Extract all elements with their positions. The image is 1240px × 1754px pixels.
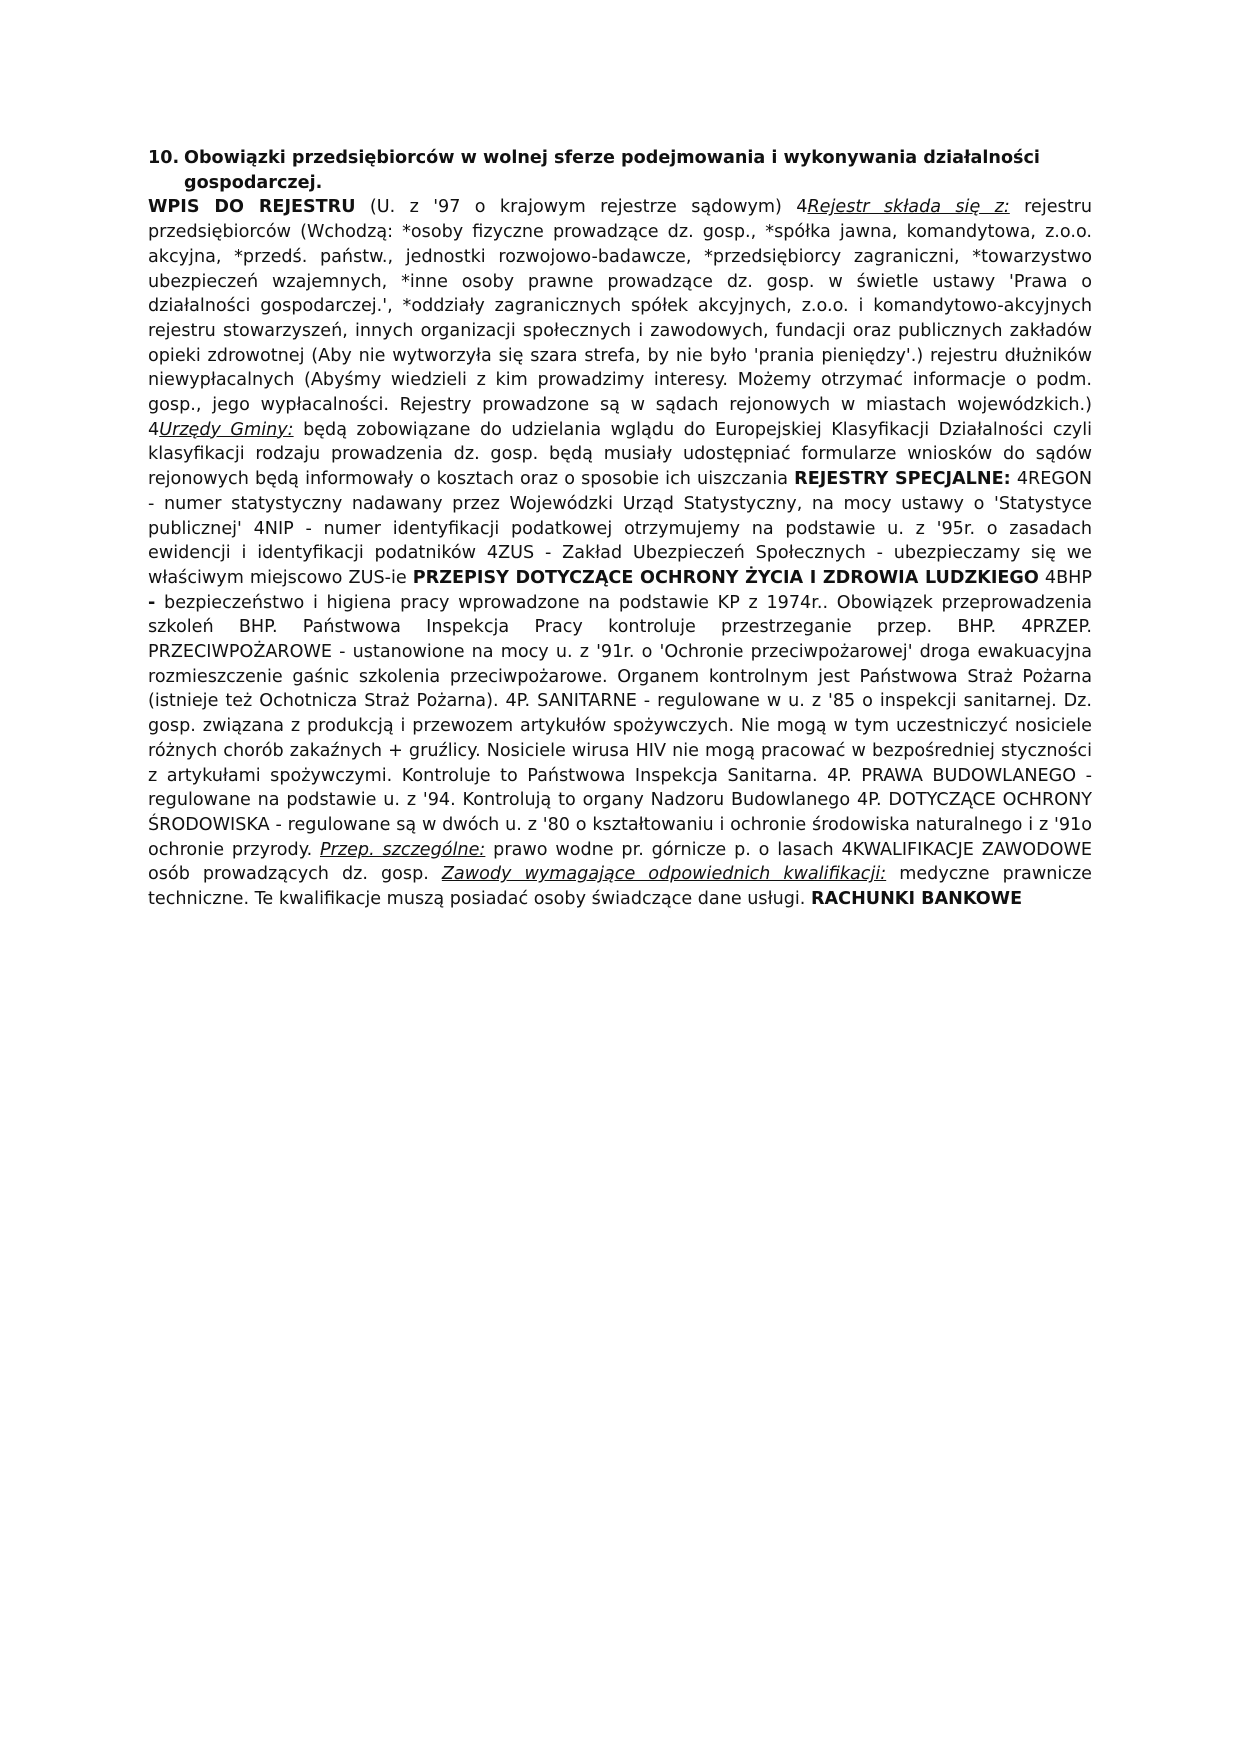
heading-line-1: Obowiązki przedsiębiorców w wolnej sferze podejmowania i wykonywania działalności: [184, 148, 1040, 168]
bold-text-run: REJESTRY SPECJALNE:: [794, 469, 1011, 490]
underlined-italic-run: Zawody wymagające odpowiednich kwalifikacji:: [441, 864, 887, 885]
underlined-italic-run: Rejestr składa się z:: [807, 197, 1010, 218]
text-run: 4BHP: [1038, 567, 1092, 588]
body-paragraph: [148, 195, 1092, 911]
text-run: bezpieczeństwo i higiena pracy wprowadzone na podstawie KP z 1974r.. Obowiązek przeprowadzenia szkoleń BHP. Państwowa Inspekcja Pracy kontroluje przestrzeganie przep. BHP. 4PRZEP. PRZECIWPOŻAROWE - ustanowione na mocy u. z '91r. o 'Ochronie przeciwpożarowej' droga ewakuacyjna rozmieszczenie gaśnic szkolenia przeciwpożarowe. Organem kontrolnym jest Państwowa Straż Pożarna (istnieje też Ochotnicza Straż Pożarna). 4P. SANITARNE - regulowane w u. z '85 o inspekcji sanitarnej. Dz. gosp. związana z produkcją i przewozem artykułów spożywczych. Nie mogą w tym uczestniczyć nosiciele różnych chorób zakaźnych + gruźlicy. Nosiciele wirusa HIV nie mogą pracować w bezpośredniej styczności z artykułami spożywczymi. Kontroluje to Państwowa Inspekcja Sanitarna. 4P. PRAWA BUDOWLANEGO - regulowane na podstawie u. z '94. Kontrolują to organy Nadzoru Budowlanego 4P. DOTYCZĄCE OCHRONY ŚRODOWISKA - regulowane są w dwóch u. z '80 o kształtowaniu i ochronie środowiska naturalnego i z '91o ochronie przyrody.: [148, 592, 1092, 860]
text-run: prawo wodne pr. górnicze p. o lasach 4KWALIFIKACJE ZAWODOWE osób prowadzących dz. gosp.: [148, 839, 1092, 885]
bold-text-run: WPIS DO REJESTRU: [148, 197, 356, 218]
bold-text-run: -: [148, 592, 156, 613]
text-run: (U. z '97 o krajowym rejestrze sądowym) 4: [355, 197, 808, 218]
bold-text-run: PRZEPISY DOTYCZĄCE OCHRONY ŻYCIA I ZDROWIA LUDZKIEGO: [412, 567, 1039, 588]
section-heading: [148, 146, 1092, 195]
text-run: rejestru przedsiębiorców (Wchodzą: *osoby fizyczne prowadzące dz. gosp., *spółka jawna, komandytowa, z.o.o. akcyjna, *przedś. państw., jednostki rozwojowo-badawcze, *przedsiębiorcy zagraniczni, *towarzystwo ubezpieczeń wzajemnych, *inne osoby prawne prowadzące dz. gosp. w świetle ustawy 'Prawa o działalności gospodarczej.', *oddziały zagranicznych spółek akcyjnych, z.o.o. i komandytowo-akcyjnych rejestru stowarzyszeń, innych organizacji społecznych i zawodowych, fundacji oraz publicznych zakładów opieki zdrowotnej (Aby nie wytworzyła się szara strefa, by nie było 'prania pieniędzy'.) rejestru dłużników niewypłacalnych (Abyśmy wiedzieli z kim prowadzimy interesy. Możemy otrzymać informacje o podm. gosp., jego wypłacalności. Rejestry prowadzone są w sądach rejonowych w miastach wojewódzkich.) 4: [148, 197, 1092, 440]
text-run: będą zobowiązane do udzielania wglądu do Europejskiej Klasyfikacji Działalności czyli klasyfikacji rodzaju prowadzenia dz. gosp. będą musiały udostępniać formularze wniosków do sądów rejonowych będą informowały o kosztach oraz o sposobie ich uiszczania: [148, 419, 1092, 490]
document-page: [148, 146, 1092, 912]
text-run: medyczne prawnicze techniczne. Te kwalifikacje muszą posiadać osoby świadczące dane usługi.: [148, 864, 1092, 910]
underlined-italic-run: Urzędy Gminy:: [159, 419, 294, 440]
text-run: 4REGON - numer statystyczny nadawany przez Wojewódzki Urząd Statystyczny, na mocy ustawy o 'Statystyce publicznej' 4NIP - numer identyfikacji podatkowej otrzymujemy na podstawie u. z '95r. o zasadach ewidencji i identyfikacji podatników 4ZUS - Zakład Ubezpieczeń Społecznych - ubezpieczamy się we właściwym miejscowo ZUS-ie: [148, 469, 1092, 588]
heading-number: 10.: [148, 148, 180, 168]
heading-line-2: gospodarczej.: [184, 172, 323, 193]
underlined-italic-run: Przep. szczególne:: [320, 839, 486, 860]
bold-text-run: RACHUNKI BANKOWE: [811, 889, 1023, 910]
